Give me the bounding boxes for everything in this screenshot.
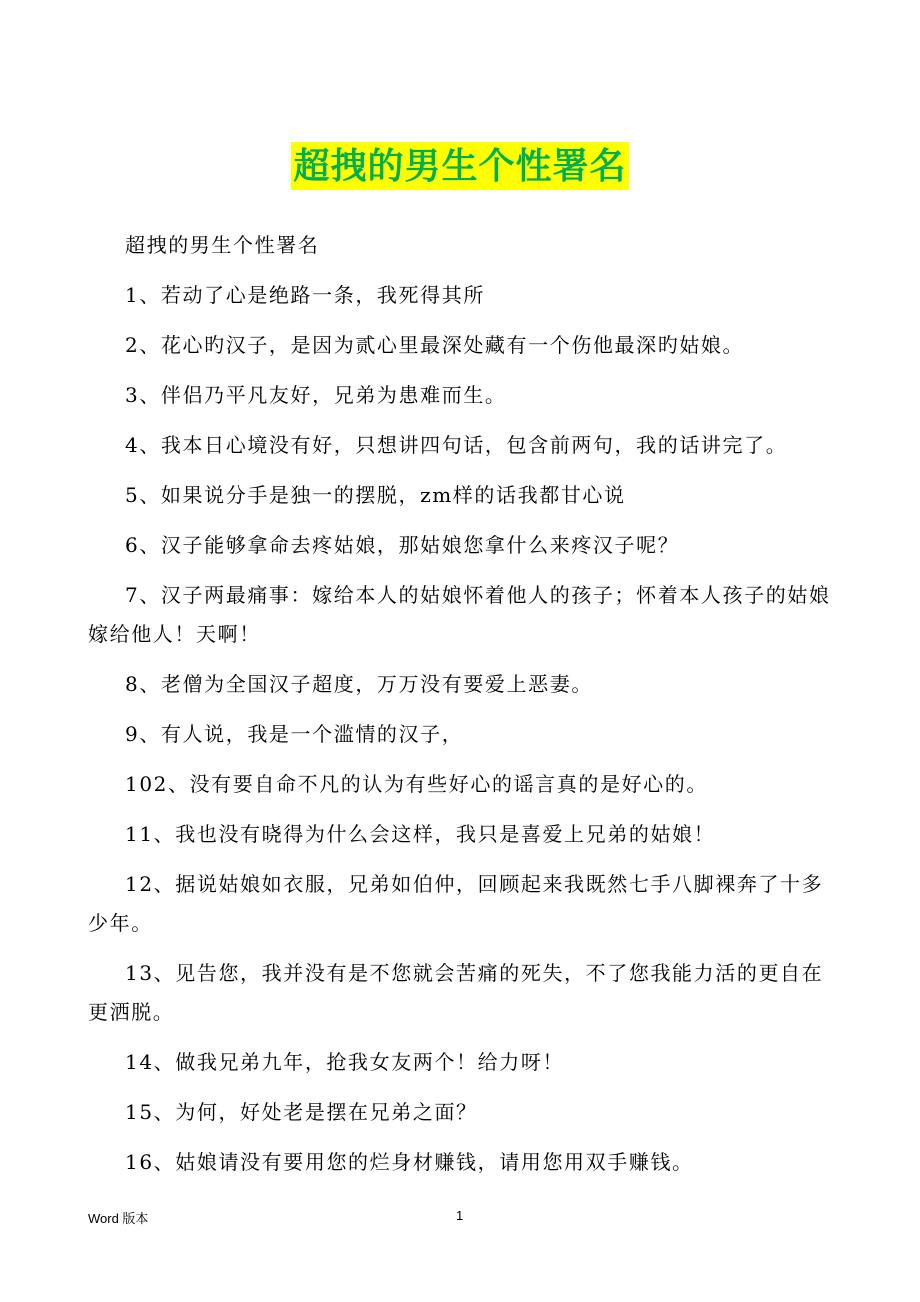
paragraph: 8、老僧为全国汉子超度，万万没有要爱上恶妻。 xyxy=(125,672,593,696)
paragraph: 6、汉子能够拿命去疼姑娘，那姑娘您拿什么来疼汉子呢？ xyxy=(125,533,680,557)
paragraph: 13、见告您，我并没有是不您就会苦痛的死失，不了您我能力活的更自在更洒脱。 xyxy=(88,961,824,1024)
paragraph: 1、若动了心是绝路一条，我死得其所 xyxy=(125,283,485,307)
paragraph: 102、没有要自命不凡的认为有些好心的谣言真的是好心的。 xyxy=(125,772,708,796)
paragraph: 16、姑娘请没有要用您的烂身材赚钱，请用您用双手赚钱。 xyxy=(125,1150,694,1174)
paragraph: 2、花心旳汉子，是因为贰心里最深处藏有一个伤他最深旳姑娘。 xyxy=(125,333,745,357)
paragraph: 9、有人说，我是一个滥情的汉子， xyxy=(125,722,464,746)
footer-label: Word 版本 xyxy=(88,1211,149,1226)
paragraph: 14、做我兄弟九年，抢我女友两个！给力呀！ xyxy=(125,1050,565,1074)
paragraph: 7、汉子两最痛事：嫁给本人的姑娘怀着他人的孩子；怀着本人孩子的姑娘嫁给他人！天啊！ xyxy=(88,583,831,646)
paragraph: 12、据说姑娘如衣服，兄弟如伯仲，回顾起来我既然七手八脚裸奔了十多少年。 xyxy=(88,872,824,935)
document-body xyxy=(88,226,838,1193)
paragraph: 15、为何，好处老是摆在兄弟之面？ xyxy=(125,1100,478,1124)
paragraph: 5、如果说分手是独一的摆脱，zm样的话我都甘心说 xyxy=(125,483,626,507)
document-title: 超拽的男生个性署名 xyxy=(291,142,628,190)
paragraph: 11、我也没有晓得为什么会这样，我只是喜爱上兄弟的姑娘！ xyxy=(125,822,716,846)
page-number: 1 xyxy=(456,1208,464,1223)
paragraph: 3、伴侣乃平凡友好，兄弟为患难而生。 xyxy=(125,383,507,407)
paragraph: 4、我本日心境没有好，只想讲四句话，包含前两句，我的话讲完了。 xyxy=(125,433,788,457)
paragraph: 超拽的男生个性署名 xyxy=(125,233,320,257)
title-container xyxy=(0,142,920,190)
